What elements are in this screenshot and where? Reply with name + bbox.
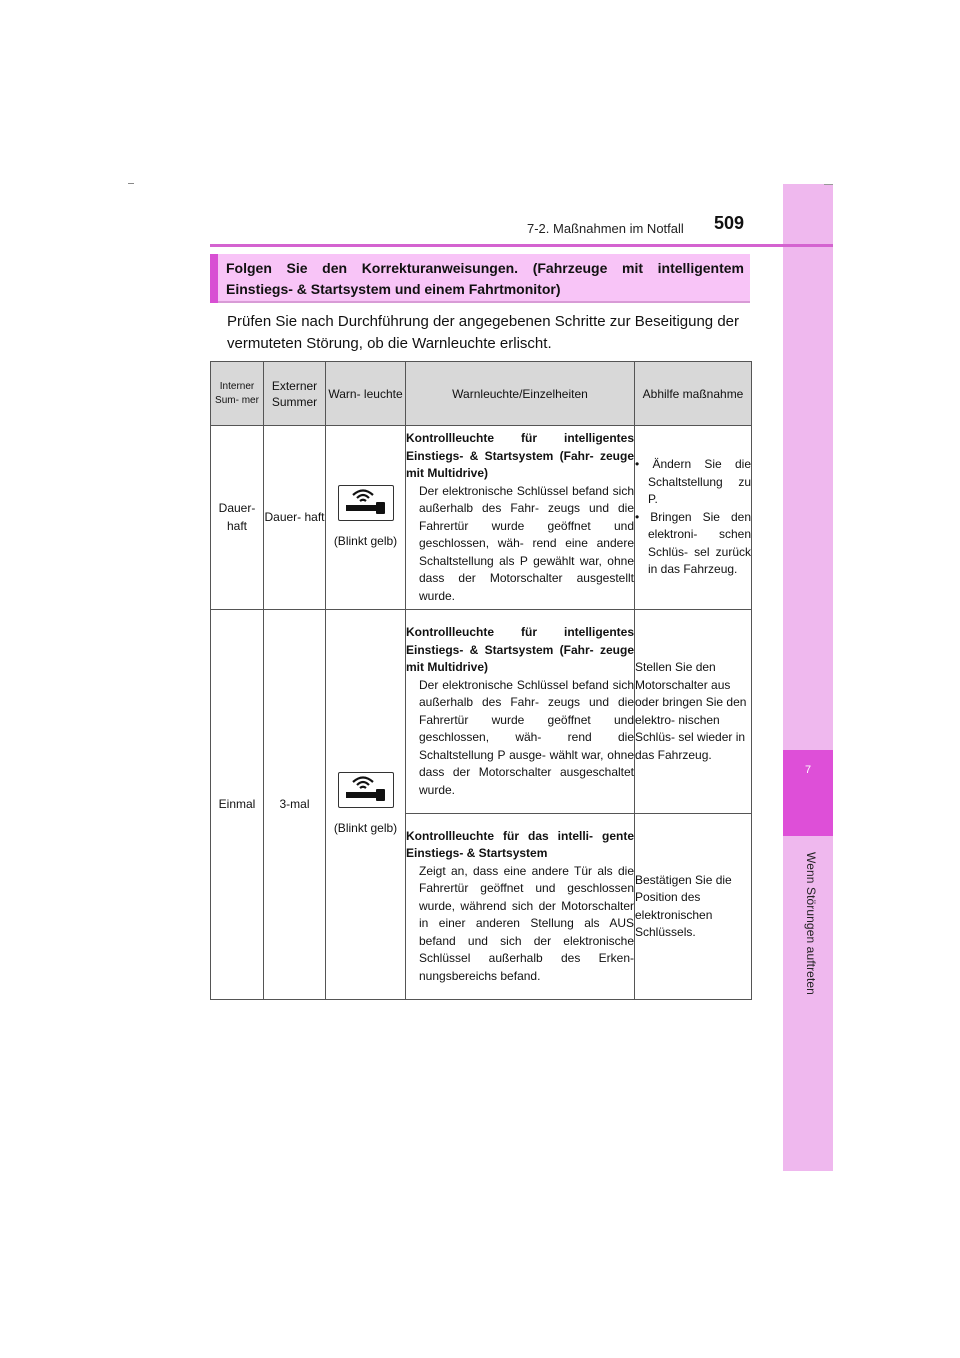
cell-details bbox=[406, 426, 635, 610]
header-warning-lamp: Warn- leuchte bbox=[326, 362, 406, 426]
list-item: • Bringen Sie den elektroni- schen Schlüs- sel zurück in das Fahrzeug. bbox=[635, 509, 751, 577]
callout-accent-bar bbox=[210, 254, 218, 303]
cell-internal-buzzer: Dauer- haft bbox=[211, 426, 264, 610]
list-item: • Ändern Sie die Schaltstellung zu P. bbox=[635, 457, 751, 507]
cell-warning-lamp bbox=[326, 426, 406, 610]
remedy-list bbox=[635, 456, 751, 579]
chapter-side-tab[interactable] bbox=[783, 184, 833, 1171]
detail-title: Kontrollleuchte für das intelli- gente Einstiegs- & Startsystem bbox=[406, 828, 634, 861]
cell-details bbox=[406, 610, 635, 814]
cell-external-buzzer: Dauer- haft bbox=[264, 426, 326, 610]
chapter-title: Wenn Störungen auftreten bbox=[804, 852, 818, 995]
header-details: Warnleuchte/Einzelheiten bbox=[406, 362, 635, 426]
table-row bbox=[211, 610, 752, 814]
detail-body: Der elektronische Schlüssel befand sich außerhalb des Fahr- zeugs und die Fahrertür wurde geöffnet und geschlossen, wäh- rend eine andere Schaltstellung als P gewählt war, ohne dass der Motorschalter ausgestellt wurde. bbox=[419, 483, 634, 603]
detail-body: Zeigt an, dass eine andere Tür als die Fahrertür geöffnet und geschlossen wurde, während sich der Motorschalter in einer anderen Stellung als AUS befand und sich der elektronische Schlüssel außerhalb des Erken- nungsbereichs befand. bbox=[419, 863, 634, 983]
lamp-blink-note: (Blinkt gelb) bbox=[333, 820, 398, 835]
tab-top-mark bbox=[824, 184, 833, 185]
table-row bbox=[211, 426, 752, 610]
header-internal-buzzer: Interner Sum- mer bbox=[211, 362, 264, 426]
detail-title: Kontrollleuchte für intelligentes Einstiegs- & Startsystem (Fahr- zeuge mit Multidrive) bbox=[406, 625, 634, 674]
margin-mark bbox=[128, 183, 134, 184]
chapter-number: 7 bbox=[804, 764, 812, 776]
header-section-title: 7-2. Maßnahmen im Notfall bbox=[527, 221, 684, 236]
cell-external-buzzer: 3-mal bbox=[264, 610, 326, 1000]
cell-warning-lamp bbox=[326, 610, 406, 1000]
cell-details bbox=[406, 814, 635, 1000]
cell-remedy bbox=[635, 426, 752, 610]
smart-key-warning-icon bbox=[338, 772, 394, 808]
cell-internal-buzzer: Einmal bbox=[211, 610, 264, 1000]
cell-remedy: Bestätigen Sie die Position des elektronischen Schlüssels. bbox=[635, 814, 752, 1000]
warning-table bbox=[210, 361, 752, 1000]
cell-remedy: Stellen Sie den Motorschalter aus oder bringen Sie den elektro- nischen Schlüs- sel wieder in das Fahrzeug. bbox=[635, 610, 752, 814]
lamp-blink-note: (Blinkt gelb) bbox=[333, 533, 398, 548]
header-external-buzzer: Externer Summer bbox=[264, 362, 326, 426]
detail-body: Der elektronische Schlüssel befand sich außerhalb des Fahr- zeugs und die Fahrertür wurde geöffnet und geschlossen, wäh- rend die Schaltstellung P ausge- wählt war, ohne dass der Motorschalter ausgeschaltet wurde. bbox=[419, 677, 634, 797]
header-rule bbox=[210, 244, 833, 247]
intro-paragraph: Prüfen Sie nach Durchführung der angegebenen Schritte zur Beseitigung der vermuteten Störung, ob die Warnleuchte erlischt. bbox=[227, 313, 739, 352]
instruction-callout bbox=[210, 254, 750, 303]
detail-title: Kontrollleuchte für intelligentes Einstiegs- & Startsystem (Fahr- zeuge mit Multidrive) bbox=[406, 431, 634, 480]
header-remedy: Abhilfe maßnahme bbox=[635, 362, 752, 426]
table-header-row bbox=[211, 362, 752, 426]
chapter-number-box bbox=[783, 750, 833, 836]
smart-key-warning-icon bbox=[338, 485, 394, 521]
callout-title: Folgen Sie den Korrekturanweisungen. (Fahrzeuge mit intelligentem Einstiegs- & Startsystem und einem Fahrtmonitor) bbox=[226, 260, 744, 297]
page-number: 509 bbox=[714, 213, 745, 233]
